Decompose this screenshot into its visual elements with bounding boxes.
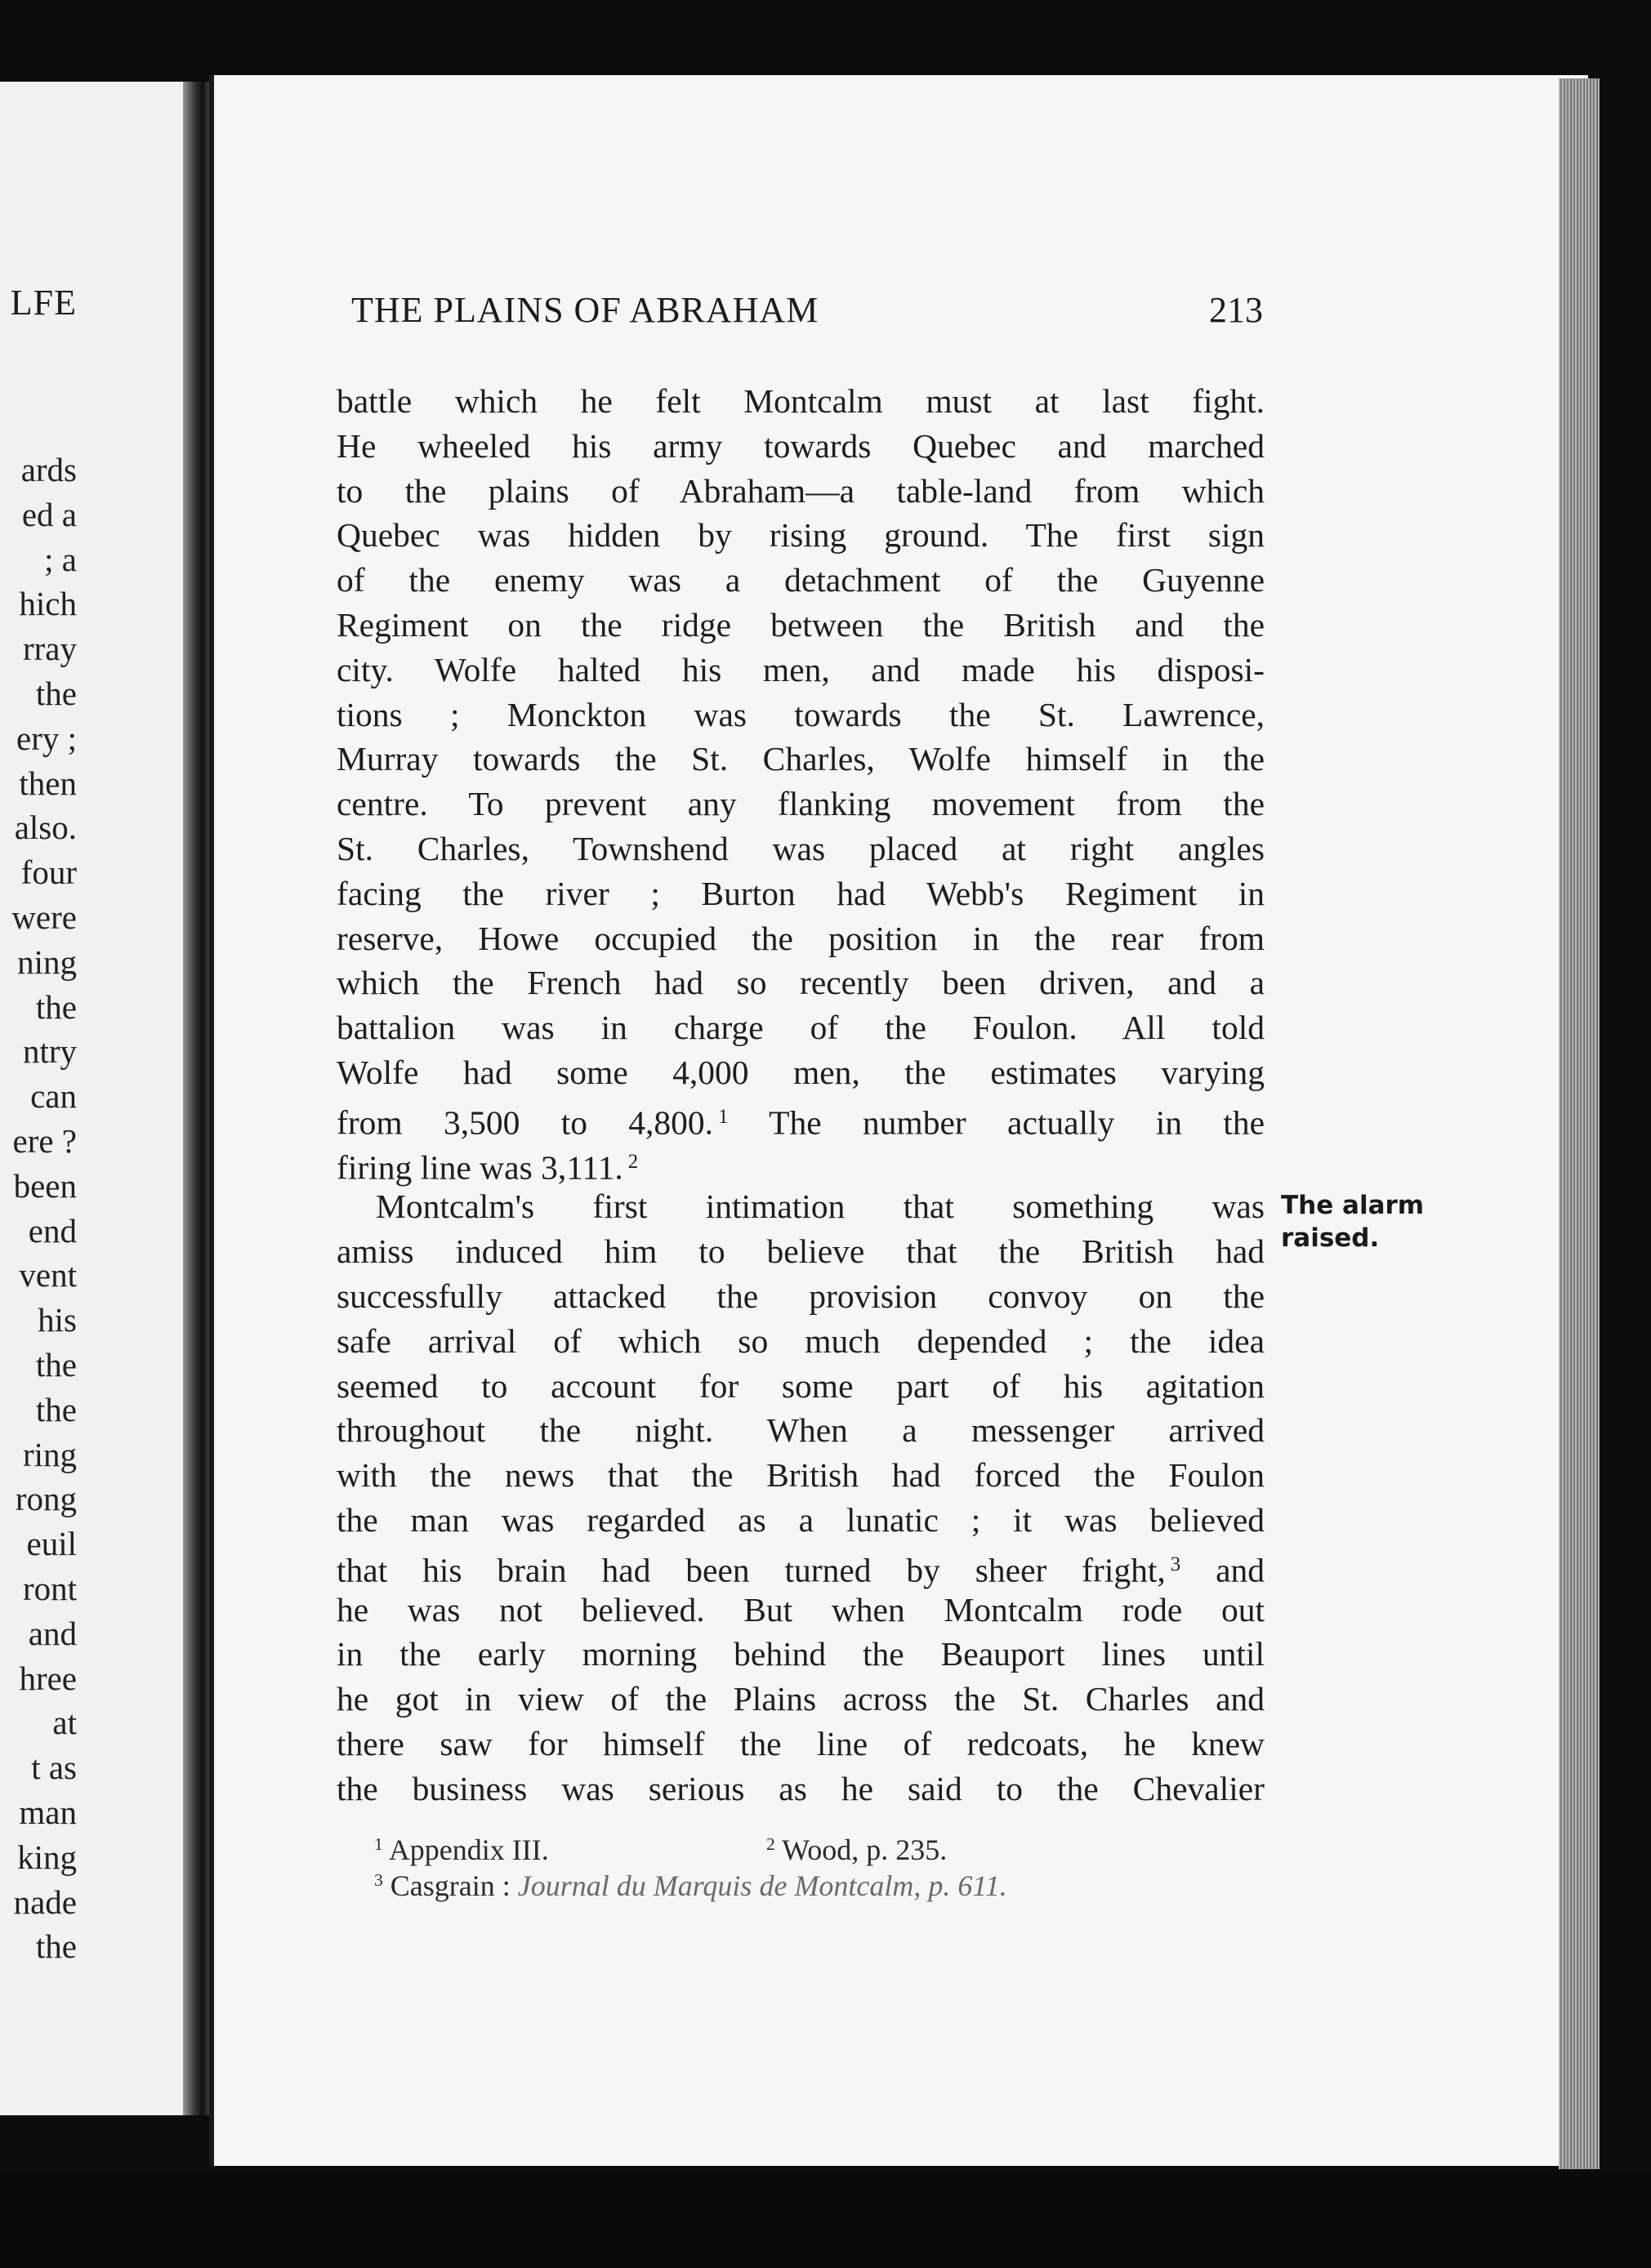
- left-line-fragment: ring: [22, 1435, 77, 1473]
- text-line: Murray towards the St. Charles, Wolfe himself in the: [337, 740, 1265, 778]
- text-line: tions ; Monckton was towards the St. Lawrence,: [337, 695, 1265, 733]
- text-line: to the plains of Abraham—a table-land from which: [337, 471, 1265, 510]
- left-line-fragment: the: [35, 1927, 77, 1966]
- text-line: Quebec was hidden by rising ground. The first sign: [337, 516, 1265, 555]
- footnote-ref: 1: [718, 1105, 729, 1128]
- left-line-fragment: vent: [19, 1256, 77, 1294]
- running-head-title: THE PLAINS OF ABRAHAM: [351, 290, 819, 330]
- left-line-fragment: rray: [22, 630, 77, 668]
- text-line: battle which he felt Montcalm must at last fight.: [337, 382, 1265, 420]
- left-line-fragment: four: [20, 853, 77, 892]
- running-head: [351, 289, 1263, 338]
- left-line-fragment: ning: [17, 942, 77, 981]
- book-gutter: [183, 82, 211, 2115]
- text-line: of the enemy was a detachment of the Guyenne: [337, 561, 1265, 599]
- text-line: with the news that the British had forced the Foulon: [337, 1456, 1265, 1495]
- text-line: Montcalm's first intimation that something was: [376, 1187, 1265, 1226]
- left-line-fragment: the: [35, 674, 77, 712]
- left-line-fragment: ; a: [44, 540, 77, 578]
- left-line-fragment: the: [35, 1390, 77, 1428]
- left-line-fragment: ntry: [22, 1032, 77, 1071]
- footnote-ref: 3: [1170, 1553, 1181, 1575]
- text-line: successfully attacked the provision convoy on the: [337, 1277, 1265, 1315]
- text-line: in the early morning behind the Beauport lines until: [337, 1635, 1265, 1673]
- left-line-fragment: ere ?: [12, 1121, 77, 1160]
- footnote-3: $^3$ Casgrain : Journal du Marquis de Montcalm, p. 611.: [374, 1869, 1007, 1902]
- left-line-fragment: ards: [20, 451, 77, 488]
- left-line-fragment: and: [28, 1614, 77, 1652]
- body-text: [337, 379, 1265, 1811]
- text-line: he was not believed. But when Montcalm rode out: [337, 1590, 1265, 1629]
- footnote-row: [369, 1862, 1268, 1902]
- left-line-fragment: can: [30, 1077, 77, 1116]
- text-line: Wolfe had some 4,000 men, the estimates varying: [337, 1053, 1265, 1091]
- left-line-fragment: the: [35, 987, 77, 1026]
- text-line: which the French had so recently been driven, and a: [337, 964, 1265, 1002]
- left-running-head-fragment: LFE: [10, 283, 77, 323]
- paragraph-2: [337, 1184, 1265, 1542]
- text-line: safe arrival of which so much depended ; the idea: [337, 1321, 1265, 1360]
- paragraph-1: [337, 379, 1265, 1095]
- text-line: centre. To prevent any flanking movement from the: [337, 785, 1265, 823]
- page-number: 213: [1209, 290, 1263, 330]
- text-line: Regiment on the ridge between the British and the: [337, 605, 1265, 644]
- paragraph-2-continued: [337, 1588, 1265, 1811]
- left-line-fragment: then: [19, 764, 77, 802]
- footnote-2: $^2$ Wood, p. 235.: [766, 1833, 948, 1866]
- text-line: from 3,500 to 4,800. $^1$ The number actually in the: [337, 1103, 1265, 1142]
- left-line-fragment: also.: [14, 809, 77, 847]
- text-line: city. Wolfe halted his men, and made his disposi-: [337, 650, 1265, 688]
- footnote-row: [369, 1826, 1268, 1866]
- text-line: St. Charles, Townshend was placed at right angles: [337, 829, 1265, 867]
- footnote-ref: 2: [627, 1150, 639, 1173]
- text-line: seemed to account for some part of his agitation: [337, 1366, 1265, 1405]
- left-line-fragment: ront: [22, 1569, 77, 1607]
- text-line: throughout the night. When a messenger arrived: [337, 1411, 1265, 1450]
- left-line-fragment: nade: [13, 1883, 77, 1921]
- left-line-fragment: been: [13, 1166, 77, 1205]
- left-line-fragment: his: [38, 1301, 77, 1339]
- left-line-fragment: hree: [19, 1659, 77, 1697]
- sidenote-line: raised.: [1281, 1223, 1380, 1253]
- left-line-fragment: t as: [31, 1749, 77, 1787]
- text-line: that his brain had been turned by sheer fright, $^3$ and: [337, 1551, 1265, 1589]
- text-line: the business was serious as he said to the Chevalier: [337, 1769, 1265, 1807]
- left-line-fragment: euil: [26, 1525, 77, 1563]
- left-line-fragment: king: [17, 1838, 77, 1876]
- marginal-sidenote: [1281, 1189, 1444, 1254]
- page-edges: [1559, 78, 1600, 2169]
- left-line-fragment: ery ;: [16, 719, 77, 757]
- text-line: the man was regarded as a lunatic ; it was believed: [337, 1500, 1265, 1539]
- left-line-fragment: hich: [19, 585, 77, 623]
- left-line-fragment: were: [11, 898, 77, 936]
- left-line-fragment: at: [52, 1704, 77, 1742]
- left-page-fragment: [0, 82, 193, 2115]
- sidenote-line: The alarm: [1281, 1191, 1425, 1220]
- left-line-fragment: rong: [15, 1480, 77, 1518]
- scan-border: [0, 2172, 1651, 2268]
- footnotes: [369, 1826, 1268, 1902]
- text-line: He wheeled his army towards Quebec and marched: [337, 426, 1265, 465]
- text-line: battalion was in charge of the Foulon. All told: [337, 1009, 1265, 1047]
- left-line-fragment: end: [28, 1211, 77, 1250]
- text-line: reserve, Howe occupied the position in the rear from: [337, 919, 1265, 957]
- text-line: amiss induced him to believe that the British had: [337, 1232, 1265, 1271]
- left-line-fragment: man: [19, 1793, 77, 1831]
- left-text-fragments: [0, 448, 77, 1969]
- text-line: facing the river ; Burton had Webb's Regiment in: [337, 874, 1265, 912]
- text-line: firing line was 3,111. $^2$: [337, 1148, 639, 1187]
- text-line: there saw for himself the line of redcoats, he knew: [337, 1724, 1265, 1762]
- left-line-fragment: ed a: [21, 495, 77, 533]
- footnote-1: $^1$ Appendix III.: [374, 1833, 549, 1866]
- text-line: he got in view of the Plains across the St. Charles and: [337, 1680, 1265, 1718]
- left-line-fragment: the: [35, 1345, 77, 1384]
